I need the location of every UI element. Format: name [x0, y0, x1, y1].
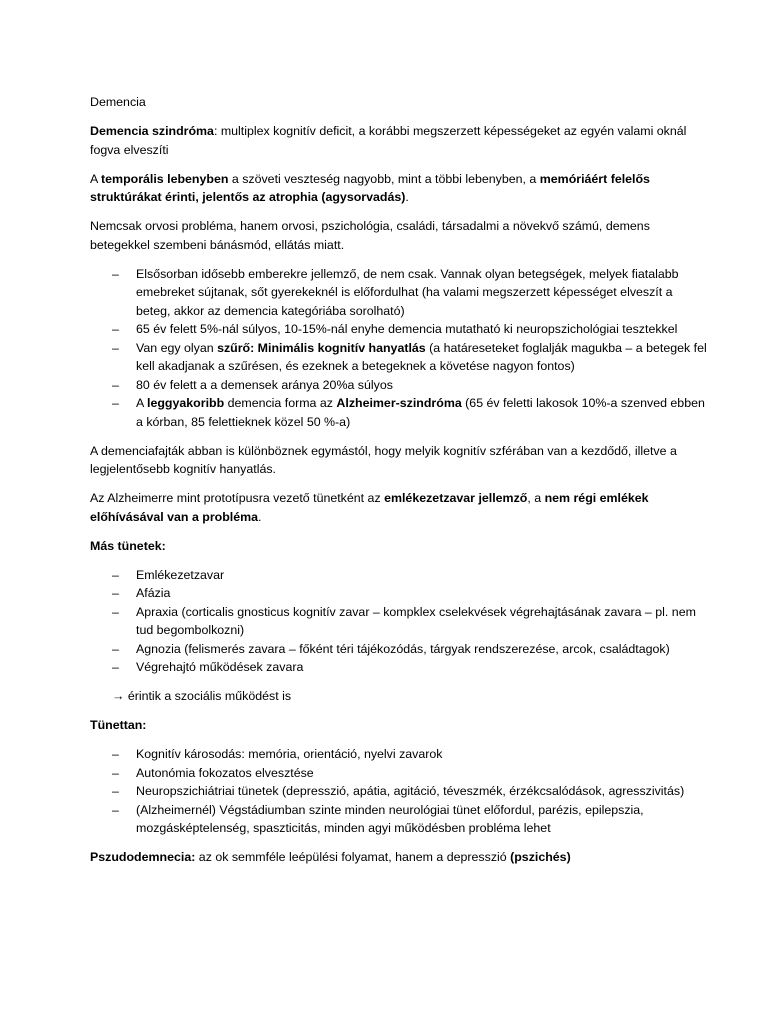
text-span: az ok semmféle leépülési folyamat, hanem a depresszió [195, 850, 511, 864]
text-span: , a [527, 491, 545, 505]
list-item-text: Autonómia fokozatos elvesztése [136, 765, 314, 780]
list-item [90, 320, 708, 339]
list-item [90, 265, 708, 321]
bold-term: szűrő: Minimális kognitív hanyatlás [217, 340, 426, 355]
paragraph-definition [90, 122, 708, 159]
bold-term: Demencia szindróma [90, 124, 214, 138]
list-item-text: Elsősorban idősebb emberekre jellemző, de nem csak. Vannak olyan betegségek, melyek fiatalabb emebreket sújtanak, sőt gyerekeknél is előfordulhat (ha valami megszerzett képességet elveszít a beteg, akkor az demencia kategóriába sorolható) [136, 266, 679, 318]
text-span: . [258, 509, 262, 524]
list-item-text: Végrehajtó működések zavara [136, 660, 304, 674]
document-title: Demencia [90, 95, 146, 109]
text-span: . [405, 190, 409, 204]
list-item-text: 65 év felett 5%-nál súlyos, 10-15%-nál enyhe demencia mutatható ki neuropszichológiai tesztekkel [136, 322, 678, 336]
list-item-text: Kognitív károsodás: memória, orientáció, nyelvi zavarok [136, 747, 443, 761]
dash-bullet: – [112, 266, 119, 281]
heading-other-symptoms [90, 537, 708, 556]
paragraph-alzheimer [90, 489, 708, 526]
heading-text: Tünettan: [90, 718, 147, 732]
list-facts [90, 265, 708, 432]
dash-bullet: – [112, 567, 119, 582]
list-item [90, 394, 708, 431]
list-item-text: Apraxia (corticalis gnosticus kognitív zavar – kompklex cselekvések végrehajtásának zavara – pl. nem tud begombolkozni) [136, 604, 696, 637]
dash-bullet: – [112, 604, 119, 619]
list-item [90, 745, 708, 764]
dash-bullet: – [112, 377, 119, 392]
text-span: a szöveti veszteség nagyobb, mint a többi lebenyben, a [228, 171, 540, 186]
list-item-text: 80 év felett a a demensek aránya 20%a súlyos [136, 377, 393, 392]
list-item-text: (Alzheimernél) Végstádiumban szinte minden neurológiai tünet előfordul, parézis, epilepszia, mozgásképtelenség, spaszticitás, minden agyi működésben probléma lehet [136, 802, 644, 835]
bold-term: emlékezetzavar jellemző [384, 491, 528, 505]
list-item [90, 764, 708, 783]
dash-bullet: – [112, 747, 119, 761]
heading-text: Más tünetek: [90, 538, 166, 553]
text-span: (65 év feletti lakosok 10%-a szenved ebben a kórban, 85 felettieknek közel 50 %-a) [136, 396, 705, 429]
list-item [90, 376, 708, 395]
bold-term: temporális lebenyben [101, 171, 229, 186]
list-item [90, 584, 708, 603]
dash-bullet: – [112, 586, 119, 600]
paragraph-temporal-lobe [90, 170, 708, 207]
list-item [90, 566, 708, 585]
list-item [90, 603, 708, 640]
list-item-text: Afázia [136, 586, 171, 600]
bold-term: Alzheimer-szindróma [336, 396, 462, 410]
dash-bullet: – [112, 322, 119, 336]
list-item-text: Emlékezetzavar [136, 567, 225, 582]
bold-term: memóriáért felelős struktúrákat érinti, jelentős az atrophia (agysorvadás) [90, 171, 650, 204]
dash-bullet: – [112, 802, 119, 817]
paragraph-not-only-medical: Nemcsak orvosi probléma, hanem orvosi, pszichológia, családi, társadalmi a növekvő számú, demens betegekkel szembeni bánásmód, ellátás miatt. [90, 219, 650, 252]
bold-term: leggyakoribb [147, 396, 225, 410]
bold-term: Pszudodemnecia: [90, 850, 196, 864]
text-span: Az Alzheimerre mint prototípusra vezető tünetként az [90, 491, 385, 505]
bold-term: (pszichés) [510, 850, 571, 864]
paragraph-pseudodementia [90, 848, 708, 867]
list-item [90, 782, 708, 801]
text-span: Van egy olyan [136, 340, 218, 355]
text-span: A [90, 171, 102, 186]
paragraph-types: A demenciafajták abban is különböznek egymástól, hogy melyik kognitív szférában van a kezdődő, illetve a legjelentősebb kognitív hanyatlás. [90, 443, 677, 476]
list-item-text: Agnozia (felismerés zavara – főként téri tájékozódás, tárgyak rendszerezése, arcok, családtagok) [136, 641, 670, 656]
heading-symptomatology [90, 716, 708, 735]
text-span: : multiplex kognitív deficit, a korábbi megszerzett képességeket az egyén valami oknál fogva elveszíti [90, 124, 687, 157]
text-span: (a határeseteket foglalják magukba – a betegek fel kell akadjanak a szűrésen, és ezeknek a betegeknek a követése nagyon fontos) [136, 340, 707, 373]
list-item [90, 640, 708, 659]
dash-bullet: – [112, 641, 119, 656]
bold-term: nem régi emlékek előhívásával van a probléma [90, 491, 649, 524]
list-symptomatology [90, 745, 708, 838]
dash-bullet: – [112, 660, 119, 674]
text-span: demencia forma az [224, 396, 337, 410]
dash-bullet: – [112, 765, 119, 780]
arrow-note: → érintik a szociális működést is [112, 689, 292, 703]
dash-bullet: – [112, 340, 119, 355]
dash-bullet: – [112, 396, 119, 410]
list-item [90, 339, 708, 376]
list-other-symptoms [90, 566, 708, 677]
text-span: A [136, 396, 148, 410]
list-item-text: Neuropszichiátriai tünetek (depresszió, apátia, agitáció, téveszmék, érzékcsalódások, agresszivitás) [136, 784, 685, 798]
dash-bullet: – [112, 784, 119, 798]
list-item [90, 801, 708, 838]
list-item [90, 658, 708, 677]
